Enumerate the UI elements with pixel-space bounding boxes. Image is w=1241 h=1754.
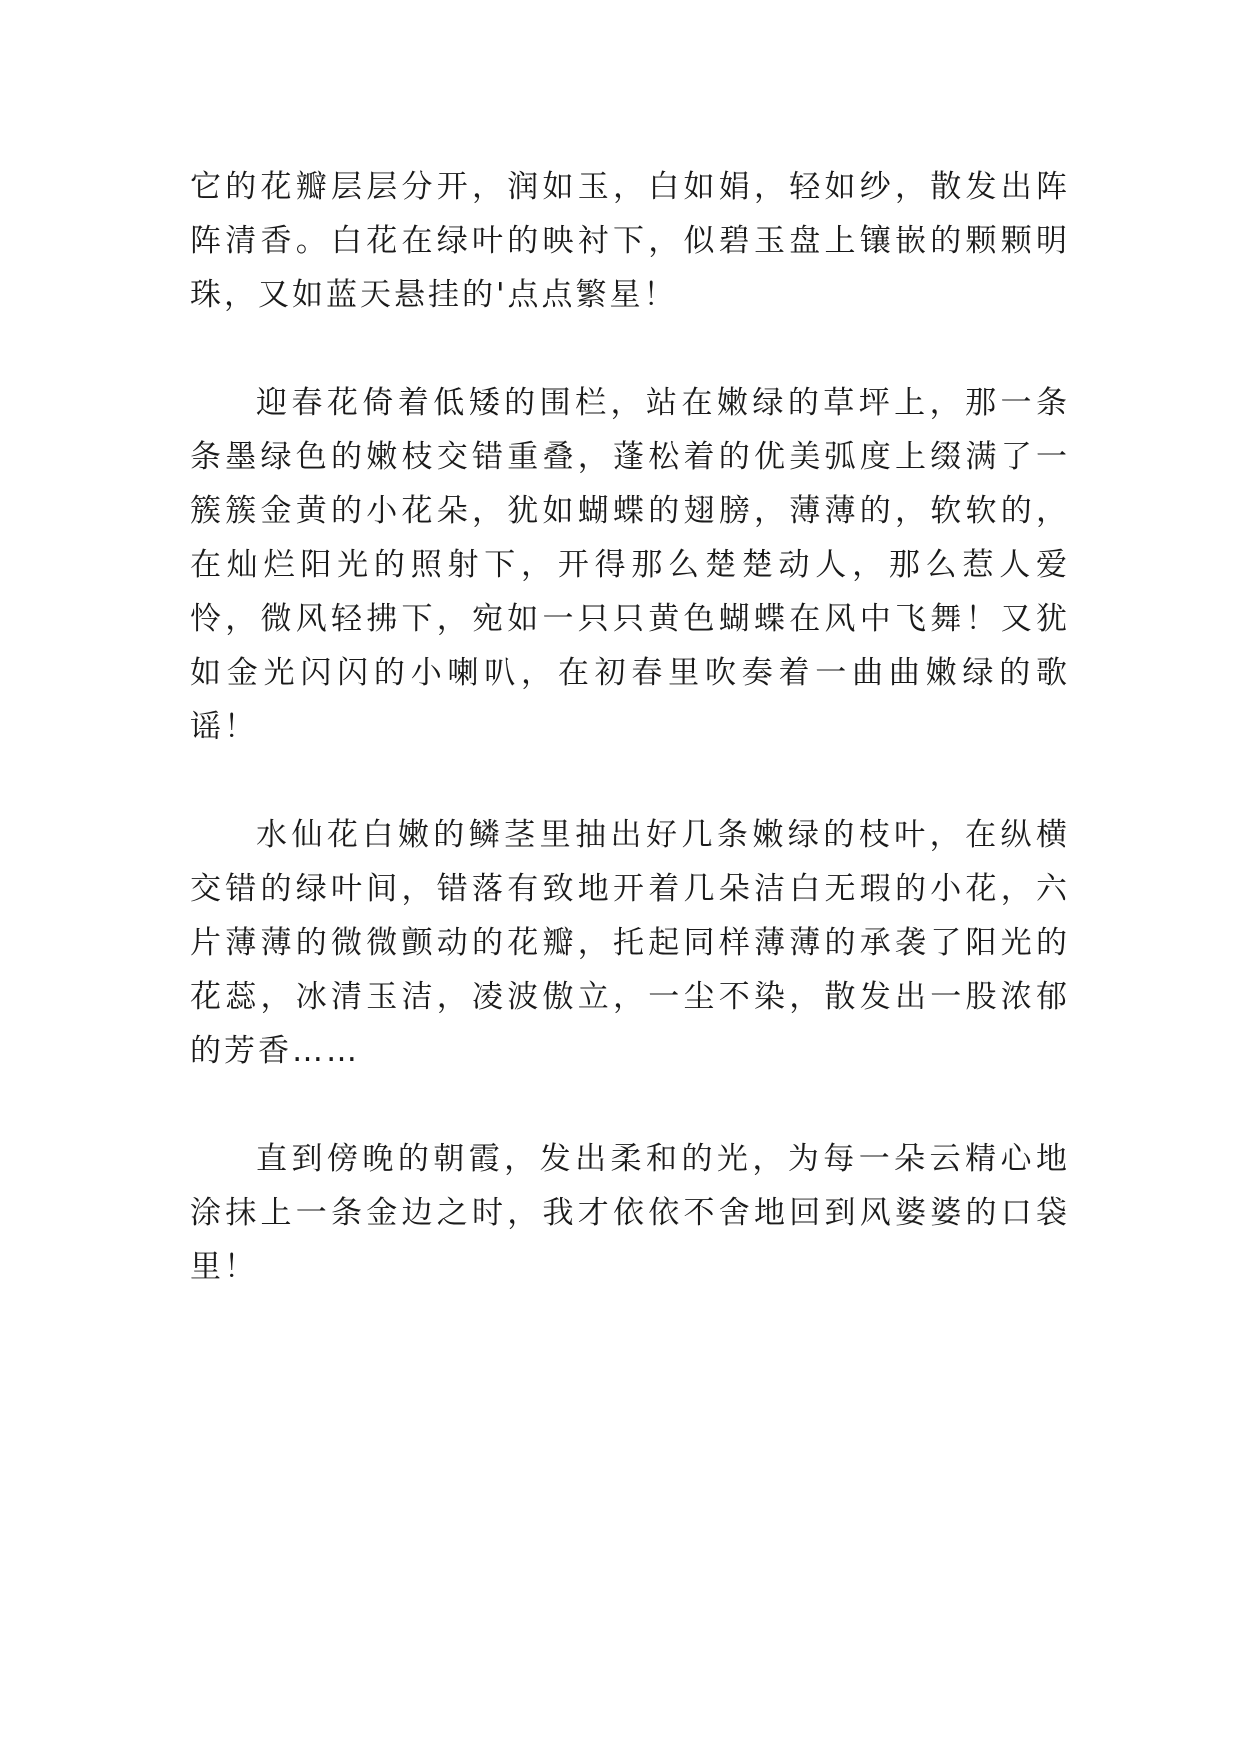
document-body — [190, 160, 1070, 1294]
paragraph-1: 它的花瓣层层分开，润如玉，白如娟，轻如纱，散发出阵阵清香。白花在绿叶的映衬下，似碧玉盘上镶嵌的颗颗明珠，又如蓝天悬挂的'点点繁星！ — [190, 169, 1070, 313]
paragraph-2: 迎春花倚着低矮的围栏，站在嫩绿的草坪上，那一条条墨绿色的嫩枝交错重叠，蓬松着的优美弧度上缀满了一簇簇金黄的小花朵，犹如蝴蝶的翅膀，薄薄的，软软的，在灿烂阳光的照射下，开得那么楚楚动人，那么惹人爱怜，微风轻拂下，宛如一只只黄色蝴蝶在风中飞舞！又犹如金光闪闪的小喇叭，在初春里吹奏着一曲曲嫩绿的歌谣！ — [190, 385, 1070, 745]
paragraph-4: 直到傍晚的朝霞，发出柔和的光，为每一朵云精心地涂抹上一条金边之时，我才依依不舍地回到风婆婆的口袋里！ — [190, 1141, 1070, 1285]
paragraph-3: 水仙花白嫩的鳞茎里抽出好几条嫩绿的枝叶，在纵横交错的绿叶间，错落有致地开着几朵洁白无瑕的小花，六片薄薄的微微颤动的花瓣，托起同样薄薄的承袭了阳光的花蕊，冰清玉洁，凌波傲立，一尘不染，散发出一股浓郁的芳香…… — [190, 817, 1070, 1069]
